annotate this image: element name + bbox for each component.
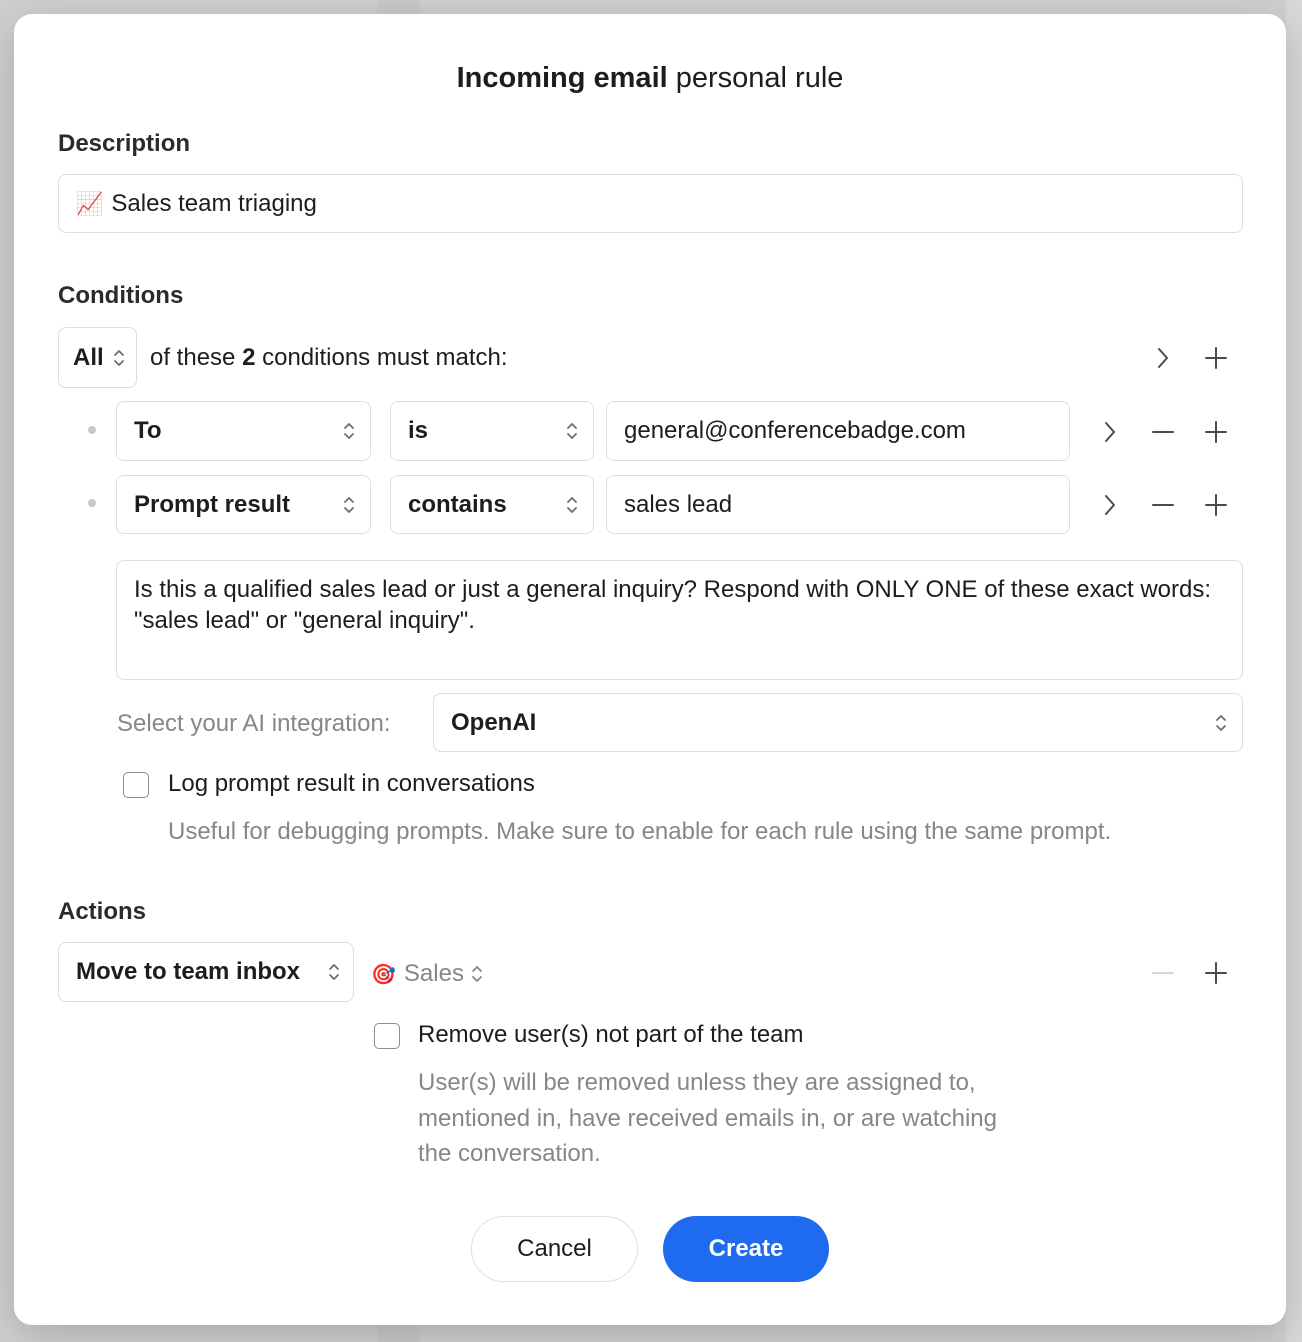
condition-operator-value: is — [408, 417, 429, 444]
remove-users-help-line3: the conversation. — [418, 1140, 601, 1167]
match-mode-value: All — [73, 343, 104, 371]
chevron-updown-icon — [1214, 712, 1228, 734]
match-mode-select[interactable] — [58, 327, 137, 388]
condition-chevron-icon[interactable] — [1098, 493, 1122, 517]
ai-integration-label: Select your AI integration: — [117, 710, 391, 737]
add-group-plus-icon[interactable] — [1204, 346, 1228, 370]
create-button[interactable]: Create — [663, 1216, 829, 1282]
chevron-updown-icon — [565, 494, 579, 516]
action-type-value: Move to team inbox — [76, 958, 301, 985]
condition-field-value: Prompt result — [134, 490, 291, 518]
actions-label: Actions — [58, 898, 147, 925]
add-action-plus-icon[interactable] — [1204, 961, 1228, 985]
remove-condition-minus-icon[interactable] — [1151, 420, 1175, 444]
log-prompt-help: Useful for debugging prompts. Make sure to enable for each rule using the same prompt. — [168, 818, 1112, 845]
log-prompt-label: Log prompt result in conversations — [168, 770, 535, 797]
dialog-title — [14, 62, 1286, 95]
add-condition-plus-icon[interactable] — [1204, 493, 1228, 517]
condition-operator-select[interactable] — [390, 475, 594, 534]
condition-bullet — [88, 499, 96, 507]
description-value: Sales team triaging — [111, 189, 317, 217]
summary-suffix: conditions must match: — [255, 344, 508, 371]
chart-emoji-icon: 📈 — [76, 190, 104, 216]
condition-value: sales lead — [624, 490, 733, 518]
summary-count: 2 — [242, 344, 256, 371]
condition-value-input[interactable] — [606, 475, 1070, 534]
chevron-updown-icon — [342, 420, 356, 442]
dialog-title-bold: Incoming email — [456, 62, 668, 94]
cancel-button[interactable]: Cancel — [471, 1216, 638, 1282]
chevron-updown-icon — [565, 420, 579, 442]
rule-dialog — [14, 14, 1286, 1325]
condition-value: general@conferencebadge.com — [624, 417, 966, 444]
condition-field-select[interactable] — [116, 475, 371, 534]
team-select[interactable] — [371, 960, 484, 988]
condition-chevron-icon[interactable] — [1098, 420, 1122, 444]
remove-action-minus-icon — [1151, 961, 1175, 985]
add-condition-plus-icon[interactable] — [1204, 420, 1228, 444]
dialog-title-rest: personal rule — [667, 62, 844, 94]
backdrop-right — [1286, 0, 1302, 1342]
target-emoji-icon: 🎯 — [371, 963, 396, 986]
conditions-summary — [150, 344, 508, 372]
expand-group-chevron-icon[interactable] — [1151, 346, 1175, 370]
condition-field-value: To — [134, 417, 162, 444]
conditions-label: Conditions — [58, 282, 184, 309]
condition-operator-select[interactable] — [390, 401, 594, 461]
description-label: Description — [58, 130, 191, 157]
chevron-updown-icon — [470, 963, 484, 985]
remove-users-label: Remove user(s) not part of the team — [418, 1021, 804, 1048]
condition-operator-value: contains — [408, 490, 507, 518]
ai-integration-value: OpenAI — [451, 708, 537, 736]
remove-users-checkbox[interactable] — [374, 1023, 400, 1049]
remove-users-help-line1: User(s) will be removed unless they are assigned to, — [418, 1069, 976, 1096]
log-prompt-checkbox[interactable] — [123, 772, 149, 798]
prompt-textarea[interactable]: Is this a qualified sales lead or just a general inquiry? Respond with ONLY ONE of these exact words: "sales lead" or "general inquiry". — [116, 560, 1243, 680]
chevron-updown-icon — [327, 961, 341, 983]
chevron-updown-icon — [112, 347, 126, 369]
condition-field-select[interactable] — [116, 401, 371, 461]
team-value: Sales — [403, 960, 464, 987]
chevron-updown-icon — [342, 494, 356, 516]
ai-integration-select[interactable] — [433, 693, 1243, 752]
condition-value-input[interactable] — [606, 401, 1070, 461]
summary-prefix: of these — [150, 344, 243, 371]
remove-users-help-line2: mentioned in, have received emails in, or are watching — [418, 1105, 997, 1132]
remove-condition-minus-icon[interactable] — [1151, 493, 1175, 517]
condition-bullet — [88, 426, 96, 434]
description-input[interactable] — [58, 174, 1243, 233]
action-type-select[interactable] — [58, 942, 354, 1002]
